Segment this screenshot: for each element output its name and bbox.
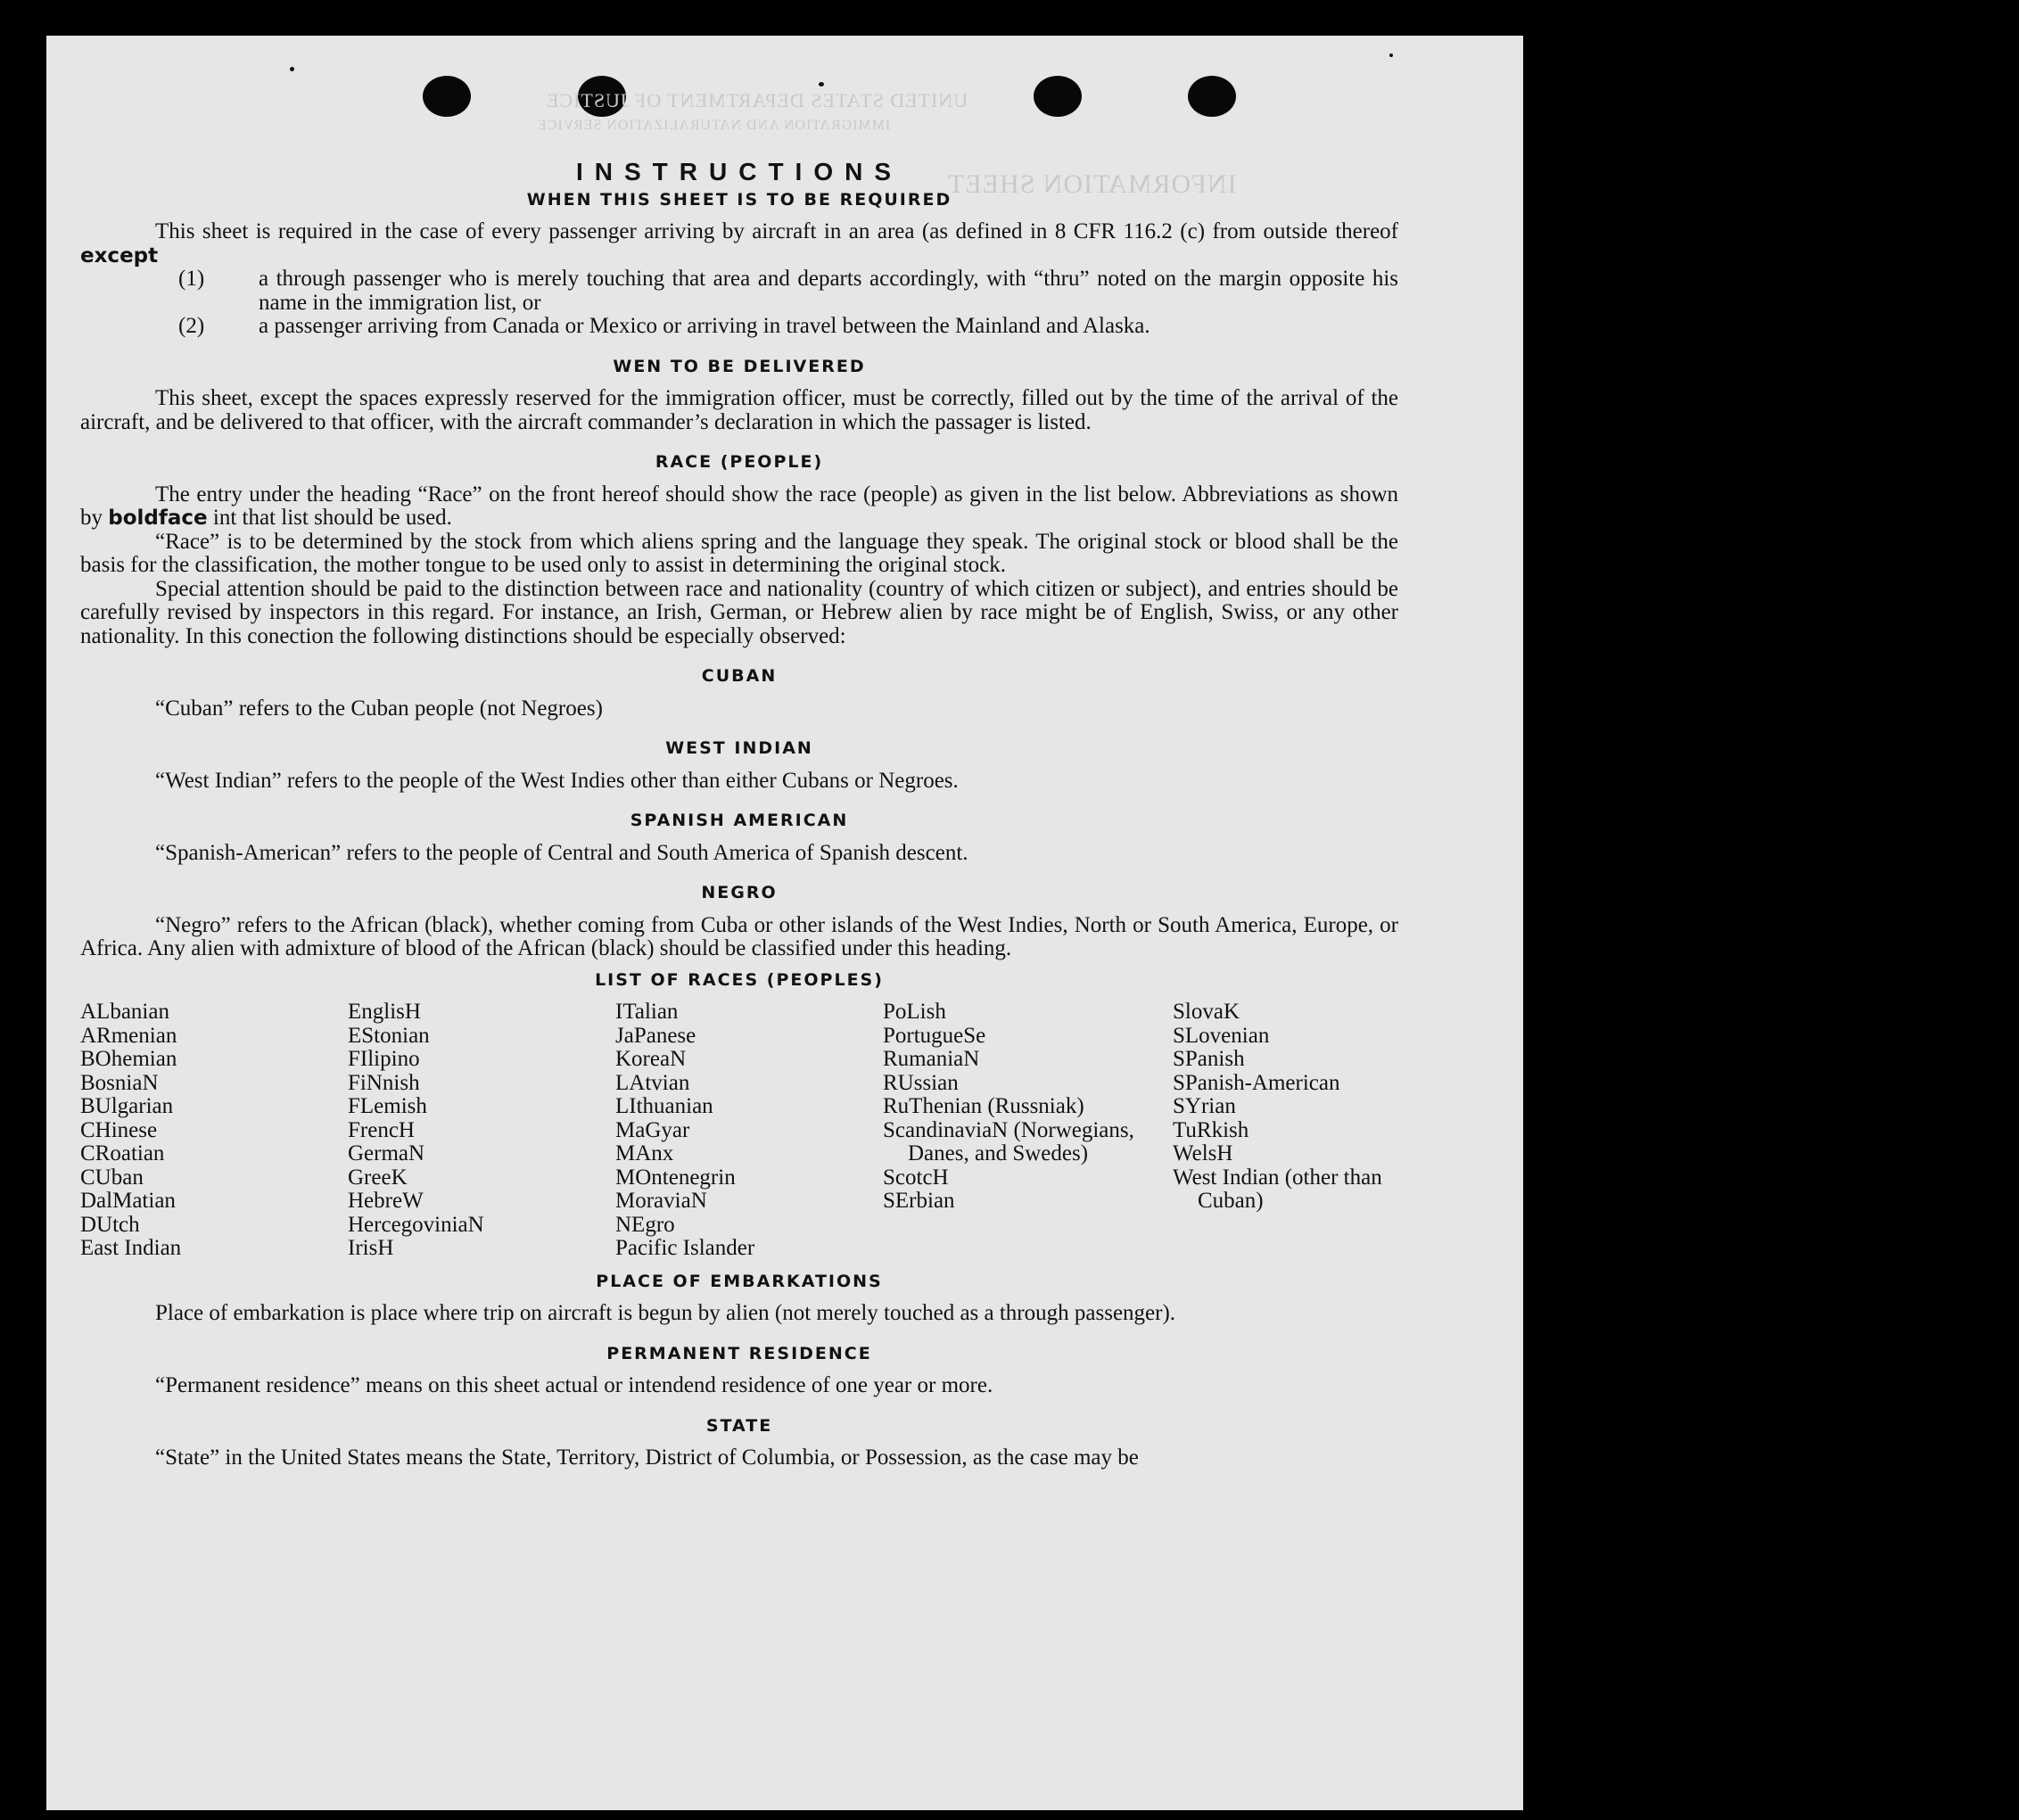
race-item: JaPanese [615, 1023, 696, 1048]
section-heading: WHEN THIS SHEET IS TO BE REQUIRED [526, 189, 952, 210]
race-item: BosniaN [80, 1070, 159, 1095]
race-item: MoraviaN [615, 1189, 707, 1213]
race-item: DalMatian [80, 1189, 176, 1213]
race-item: ALbanian [80, 1000, 169, 1024]
instructions-body [80, 158, 1398, 1470]
bleed-through-text: IMMIGRATION AND NATURALIZATION SERVICE [537, 118, 891, 133]
race-item: MaGyar [615, 1117, 690, 1142]
paragraph: “Cuban” refers to the Cuban people (not Negroes) [155, 696, 603, 721]
race-item: ScandinaviaN (Norwegians, Danes, and Swedes) [883, 1117, 1134, 1165]
race-item: Pacific Islander [615, 1236, 755, 1260]
race-item: RuThenian (Russniak) [883, 1094, 1084, 1118]
race-item: FiNnish [348, 1070, 420, 1095]
list-item: (2) a passenger arriving from Canada or Mexico or arriving in travel between the Mainland and Alaska. [178, 314, 1150, 338]
race-item: FLemish [348, 1094, 427, 1118]
race-item: HebreW [348, 1189, 424, 1213]
section-heading: WEST INDIAN [665, 738, 813, 758]
section-heading: WEN TO BE DELIVERED [613, 356, 866, 376]
scan-speck [819, 82, 824, 86]
race-item: RUssian [883, 1070, 959, 1095]
paragraph: “State” in the United States means the State, Territory, District of Columbia, or Possession, as the case may be [155, 1445, 1139, 1470]
race-item: GermaN [348, 1141, 425, 1165]
race-item: MAnx [615, 1141, 674, 1165]
race-column [348, 1001, 615, 1261]
race-item: West Indian (other than Cuban) [1173, 1165, 1382, 1213]
paragraph: This sheet, except the spaces expressly reserved for the immigration officer, must be correctly, filled out by the time of the arrival of the aircraft, and be delivered to that officer, with the aircraft commander’s declaration in which the passager is listed. [80, 386, 1398, 434]
race-item: EStonian [348, 1023, 430, 1048]
race-item: MOntenegrin [615, 1165, 736, 1190]
race-item: CHinese [80, 1117, 158, 1142]
paragraph: “Negro” refers to the African (black), whether coming from Cuba or other islands of the West Indies, North or South America, Europe, or Africa. Any alien with admixture of blood of the African (black) should be classified under this heading. [80, 912, 1398, 960]
paragraph: “West Indian” refers to the people of the West Indies other than either Cubans or Negroes. [155, 768, 959, 793]
paragraph: Special attention should be paid to the distinction between race and nationality (country of which citizen or subject), and entries should be carefully revised by inspectors in this regard. For instance, an Irish, German, or Hebrew alien by race might be of English, Swiss, or any other nationality. In this conection the following distinctions should be especially observed: [80, 576, 1398, 648]
paragraph: “Permanent residence” means on this sheet actual or intendend residence of one year or more. [155, 1373, 993, 1397]
race-item: WelsH [1173, 1141, 1233, 1165]
paragraph: This sheet is required in the case of every passenger arriving by aircraft in an area (as defined in 8 CFR 116.2 (c) from outside thereof except [80, 219, 1398, 268]
bold-term: except [80, 243, 159, 268]
paragraph: The entry under the heading “Race” on the front hereof should show the race (people) as given in the list below. Abbreviations as shown by boldface int that list should be used. [80, 482, 1398, 530]
race-column [80, 1001, 348, 1261]
punch-hole [423, 76, 471, 117]
punch-hole [1034, 76, 1082, 117]
race-item: SPanish-American [1173, 1070, 1340, 1095]
section-heading: PERMANENT RESIDENCE [606, 1343, 872, 1363]
section-heading: LIST OF RACES (PEOPLES) [595, 969, 884, 990]
race-item: PortugueSe [883, 1023, 986, 1048]
race-column [615, 1001, 883, 1261]
race-item: LIthuanian [615, 1094, 713, 1118]
section-heading: CUBAN [701, 666, 778, 686]
race-item: GreeK [348, 1165, 408, 1190]
race-list [80, 1001, 1398, 1261]
document-page [46, 36, 1523, 1810]
race-item: BUlgarian [80, 1094, 174, 1118]
section-heading: PLACE OF EMBARKATIONS [596, 1271, 883, 1291]
race-item: East Indian [80, 1236, 182, 1260]
race-item: CUban [80, 1165, 144, 1190]
bleed-through-text: INFORMATION SHEET [947, 169, 1237, 199]
race-item: HercegoviniaN [348, 1212, 484, 1237]
race-item: NEgro [615, 1212, 675, 1237]
punch-hole [1188, 76, 1236, 117]
section-heading: SPANISH AMERICAN [630, 811, 849, 830]
race-item: SErbian [883, 1189, 955, 1213]
section-heading: STATE [705, 1415, 773, 1436]
race-item: CRoatian [80, 1141, 165, 1165]
page-title: INSTRUCTIONS [576, 158, 902, 185]
race-item: DUtch [80, 1212, 140, 1237]
race-item: EnglisH [348, 1000, 421, 1024]
race-column [883, 1001, 1173, 1261]
race-item: SPanish [1173, 1047, 1245, 1071]
race-item: SlovaK [1173, 1000, 1240, 1024]
race-item: ARmenian [80, 1023, 177, 1048]
race-item: PoLish [883, 1000, 946, 1024]
race-item: SYrian [1173, 1094, 1236, 1118]
race-item: SLovenian [1173, 1023, 1270, 1048]
scan-speck [290, 67, 294, 71]
race-item: FIlipino [348, 1047, 420, 1071]
section-heading: NEGRO [701, 883, 778, 902]
scan-speck [1389, 54, 1393, 57]
bold-term: boldface [108, 506, 208, 530]
paragraph: “Race” is to be determined by the stock from which aliens spring and the language they speak. The original stock or blood shall be the basis for the classification, the mother tongue to be used only to assist in determining the original stock. [80, 529, 1398, 577]
race-item: IrisH [348, 1236, 394, 1260]
list-item: (1) a through passenger who is merely touching that area and departs accordingly, with “thru” noted on the margin opposite his name in the immigration list, or [178, 267, 1398, 315]
race-item: FrencH [348, 1117, 415, 1142]
race-item: TuRkish [1173, 1117, 1249, 1142]
bleed-through-text: UNITED STATES DEPARTMENT OF JUSTICE [546, 89, 968, 111]
paragraph: Place of embarkation is place where trip on aircraft is begun by alien (not merely touched as a through passenger). [155, 1301, 1176, 1325]
paragraph: “Spanish-American” refers to the people of Central and South America of Spanish descent. [155, 840, 968, 865]
race-item: KoreaN [615, 1047, 687, 1071]
race-item: LAtvian [615, 1070, 690, 1095]
race-item: ScotcH [883, 1165, 949, 1190]
section-heading: RACE (PEOPLE) [655, 452, 824, 472]
race-item: ITalian [615, 1000, 679, 1024]
race-column [1173, 1001, 1398, 1261]
race-item: BOhemian [80, 1047, 177, 1071]
race-item: RumaniaN [883, 1047, 980, 1071]
